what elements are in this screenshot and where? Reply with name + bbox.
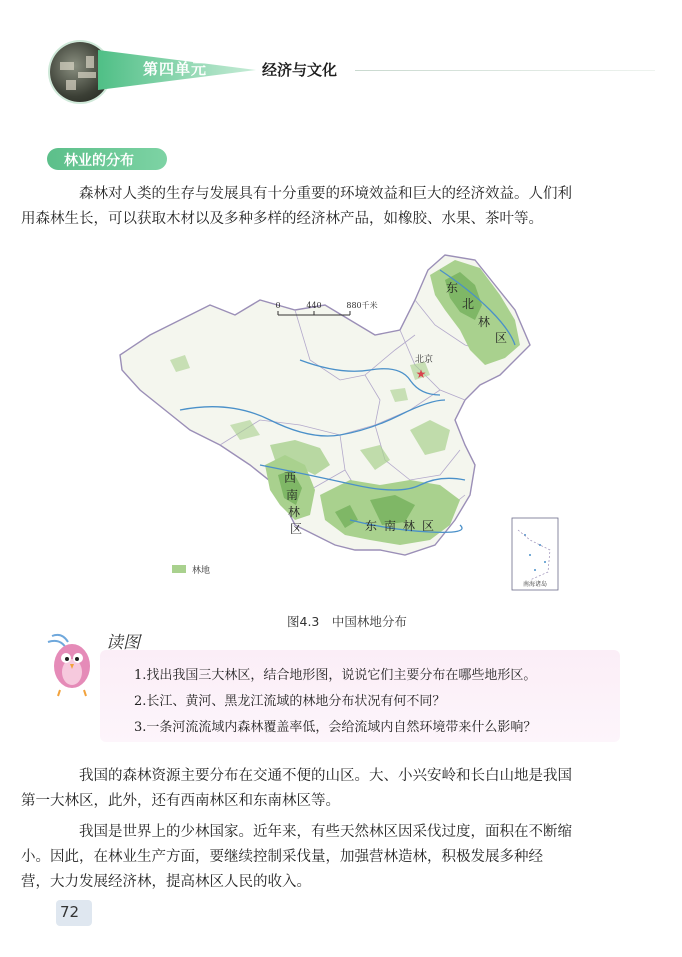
reading-question-2: 2.长江、黄河、黑龙江流域的林地分布状况有何不同？ [134, 694, 446, 709]
south-sea-inset [512, 518, 558, 590]
scale-tick-2: 880千米 [346, 301, 378, 310]
header-divider [355, 70, 655, 71]
page-number: 72 [60, 903, 80, 921]
bird-mascot-icon [42, 628, 104, 698]
capital-star-icon: ★ [415, 367, 427, 381]
reading-question-3: 3.一条河流流域内森林覆盖率低，会给流域内自然环境带来什么影响？ [134, 720, 537, 735]
unit-title: 第四单元 [143, 60, 208, 78]
scale-tick-0: 0 [275, 301, 281, 310]
body2-line-2: 小。因此，在林业生产方面，要继续控制采伐量，加强营林造林，积极发展多种经 [21, 849, 543, 865]
intro-line-1: 森林对人类的生存与发展具有十分重要的环境效益和巨大的经济效益。人们利 [79, 186, 572, 202]
figure-caption: 图4.3 中国林地分布 [287, 614, 407, 629]
subsection-title: 林业的分布 [64, 153, 134, 169]
body-paragraph-1 [21, 764, 640, 814]
reading-box-title: 读图 [106, 633, 140, 653]
intro-line-2: 用森林生长，可以获取木材以及多种多样的经济林产品，如橡胶、水果、茶叶等。 [21, 211, 543, 227]
body-paragraph-2 [21, 820, 640, 895]
capital-label: 北京 [415, 355, 434, 365]
region-label-northeast: 东北林区 [446, 281, 508, 345]
inset-label: 南海诸岛 [522, 581, 548, 588]
body1-line-1: 我国的森林资源主要分布在交通不便的山区。大、小兴安岭和长白山地是我国 [79, 768, 572, 784]
legend-swatch [172, 565, 186, 573]
reading-question-1: 1.找出我国三大林区，结合地形图，说说它们主要分布在哪些地形区。 [134, 668, 537, 683]
region-label-southwest: 西南林区 [284, 471, 303, 536]
body1-line-2: 第一大林区，此外，还有西南林区和东南林区等。 [21, 793, 340, 809]
intro-paragraph [21, 182, 640, 232]
body2-line-3: 营，大力发展经济林，提高林区人民的收入。 [21, 874, 311, 890]
region-label-southeast: 东南林区 [365, 519, 442, 533]
body2-line-1: 我国是世界上的少林国家。近年来，有些天然林区因采伐过度，面积在不断缩 [79, 824, 572, 840]
scale-tick-1: 440 [306, 301, 322, 310]
section-title: 经济与文化 [262, 61, 338, 79]
legend-label: 林地 [192, 566, 211, 576]
china-forest-map [110, 250, 570, 600]
